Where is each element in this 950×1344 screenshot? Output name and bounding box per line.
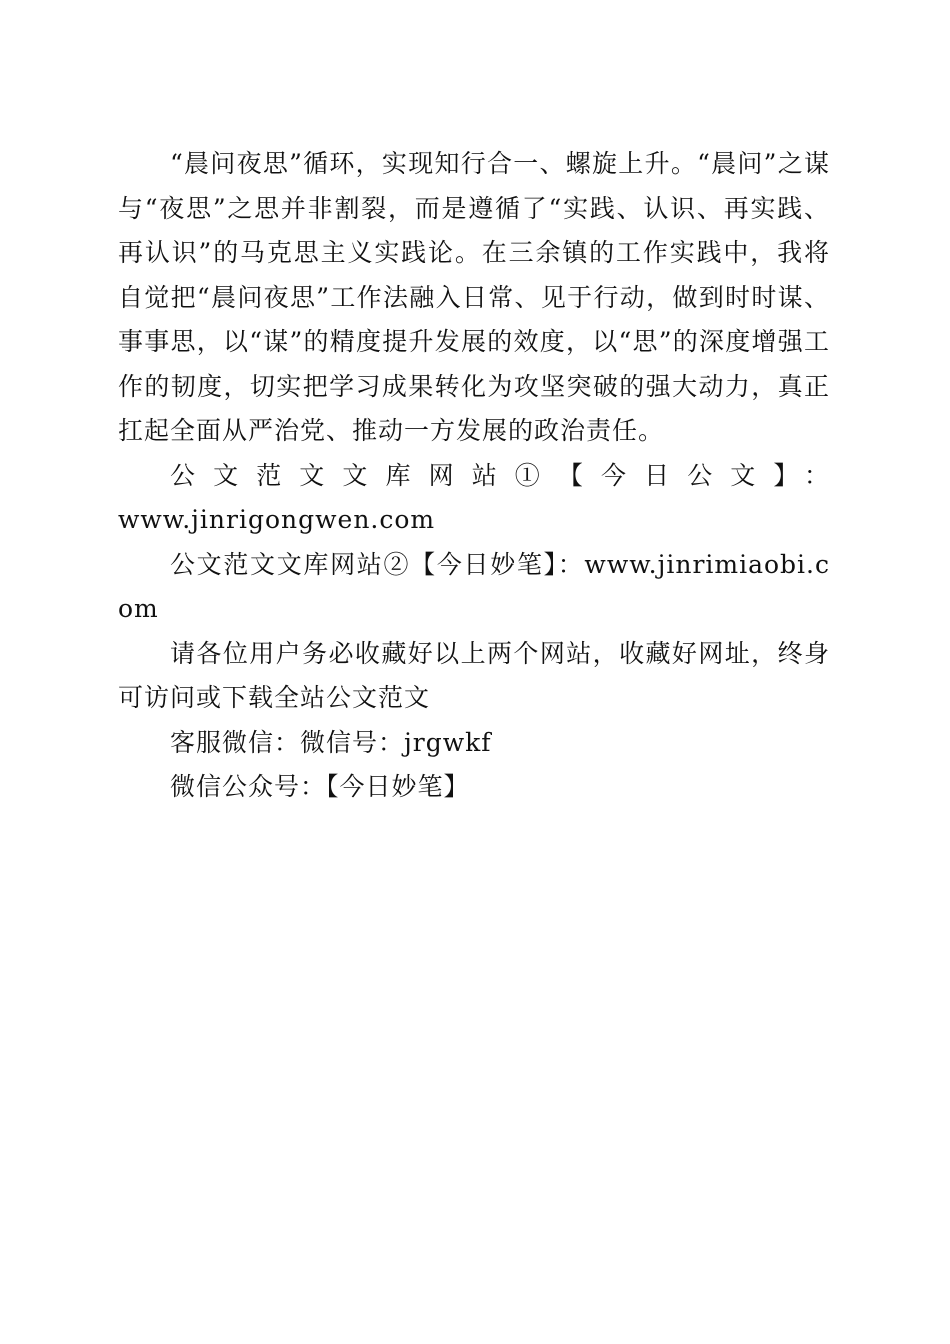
site1-url[interactable]: www.jinrigongwen.com [118,505,436,534]
body-paragraph: “晨问夜思”循环，实现知行合一、螺旋上升。“晨问”之谋与“夜思”之思并非割裂，而是遵循了“实践、认识、再实践、再认识”的马克思主义实践论。在三余镇的工作实践中，我将自觉把“晨问夜思”工作法融入日常、见于行动，做到时时谋、事事思，以“谋”的精度提升发展的效度，以“思”的深度增强工作的韧度，切实把学习成果转化为攻坚突破的强大动力，真正扛起全面从严治党、推动一方发展的政治责任。 [118,149,830,445]
document-body [118,142,830,810]
site1-label: 公文范文文库网站①【今日公文】： [170,460,830,490]
service-wechat-line: 客服微信：微信号：jrgwkf [170,727,492,757]
official-account-line: 微信公众号：【今日妙笔】 [170,772,470,801]
site2-line: 公文范文文库网站②【今日妙笔】：www.jinrimiaobi.com [118,549,830,623]
notice-paragraph: 请各位用户务必收藏好以上两个网站，收藏好网址，终身可访问或下载全站公文范文 [118,638,830,712]
